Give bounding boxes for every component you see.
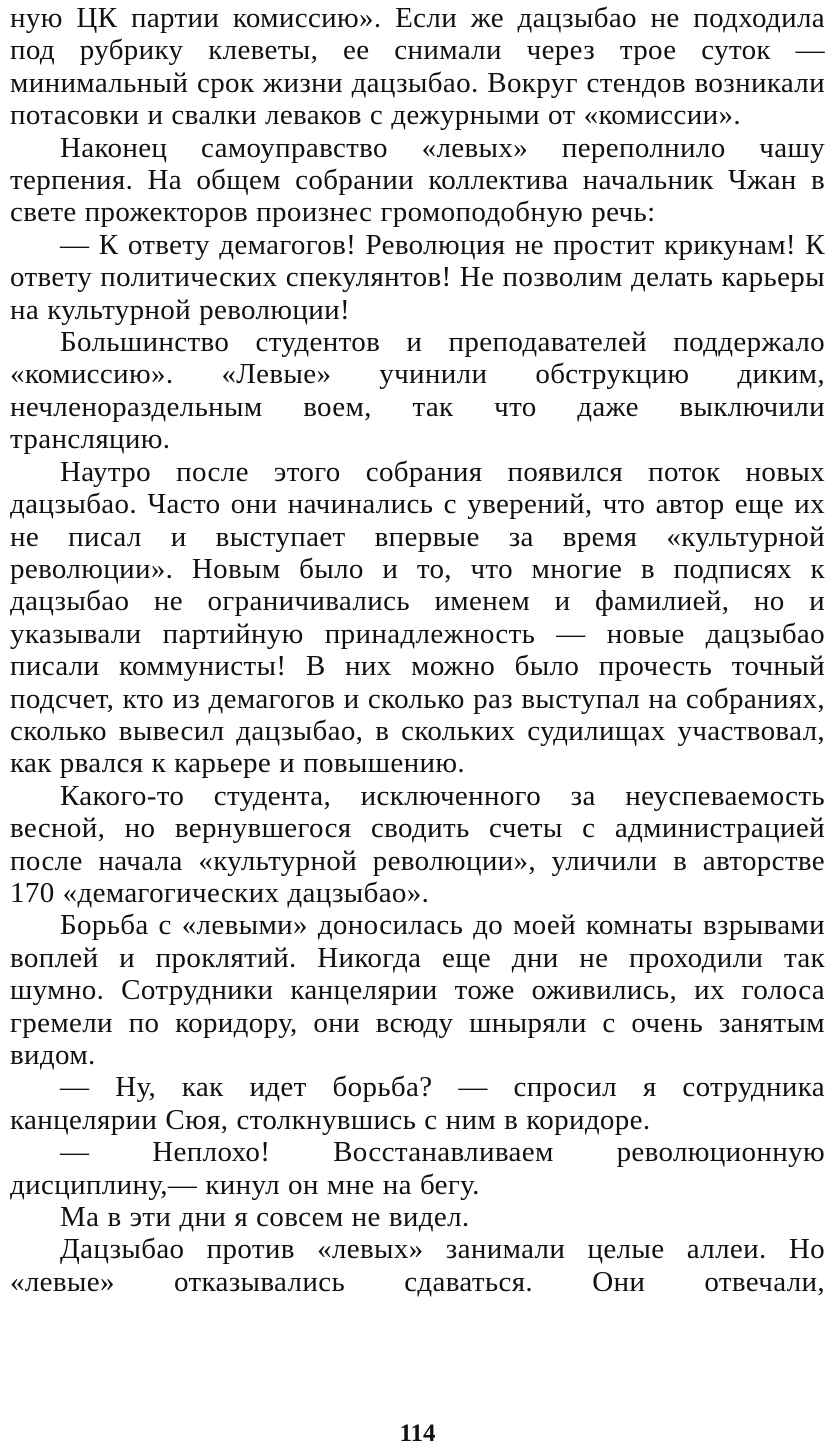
paragraph-5: Наутро после этого собрания появился поток новых дацзыбао. Часто они начинались с уверений, что автор еще их не писал и выступает впервые за время «культурной революции». Новым было и то, что многие в подписях к дацзыбао не ограничивались именем и фамилией, но и указывали партийную принадлежность — новые дацзыбао писали коммунисты! В них можно было прочесть точный подсчет, кто из демагогов и сколько раз выступал на собраниях, сколько вывесил дацзыбао, в скольких судилищах участвовал, как рвался к карьере и повышению. [10,455,825,780]
paragraph-11: Дацзыбао против «левых» занимали целые аллеи. Но «левые» отказывались сдаваться. Они отвечали, [10,1233,825,1298]
paragraph-10: Ма в эти дни я совсем не видел. [60,1201,470,1234]
paragraph-1: ную ЦК партии комиссию». Если же дацзыбао не подходила под рубрику клеветы, ее снимали через трое суток — минимальный срок жизни дацзыбао. Вокруг стендов возникали потасовки и свалки леваков с дежурными от «комиссии». [10,2,825,132]
page-number: 114 [399,1420,436,1447]
page-text [10,2,825,1298]
paragraph-6: Какого-то студента, исключенного за неуспеваемость весной, но вернувшегося сводить счеты с администрацией после начала «культурной революции», уличили в авторстве 170 «демагогических дацзыбао». [10,779,825,909]
book-page [10,2,825,1447]
paragraph-8: — Ну, как идет борьба? — спросил я сотрудника канцелярии Сюя, столкнувшись с ним в коридоре. [10,1071,825,1136]
paragraph-4: Большинство студентов и преподавателей поддержало «комиссию». «Левые» учинили обструкцию диким, нечленораздельным воем, так что даже выключили трансляцию. [10,326,825,456]
paragraph-7: Борьба с «левыми» доносилась до моей комнаты взрывами воплей и проклятий. Никогда еще дни не проходили так шумно. Сотрудники канцелярии тоже оживились, их голоса гремели по коридору, они всюду шныряли с очень занятым видом. [10,909,825,1071]
paragraph-3: — К ответу демагогов! Революция не простит крикунам! К ответу политических спекулянтов! Не позволим делать карьеры на культурной революции! [10,228,825,326]
paragraph-9: — Неплохо! Восстанавливаем революционную дисциплину,— кинул он мне на бегу. [10,1136,825,1201]
paragraph-2: Наконец самоуправство «левых» переполнило чашу терпения. На общем собрании коллектива начальник Чжан в свете прожекторов произнес громоподобную речь: [10,131,825,229]
